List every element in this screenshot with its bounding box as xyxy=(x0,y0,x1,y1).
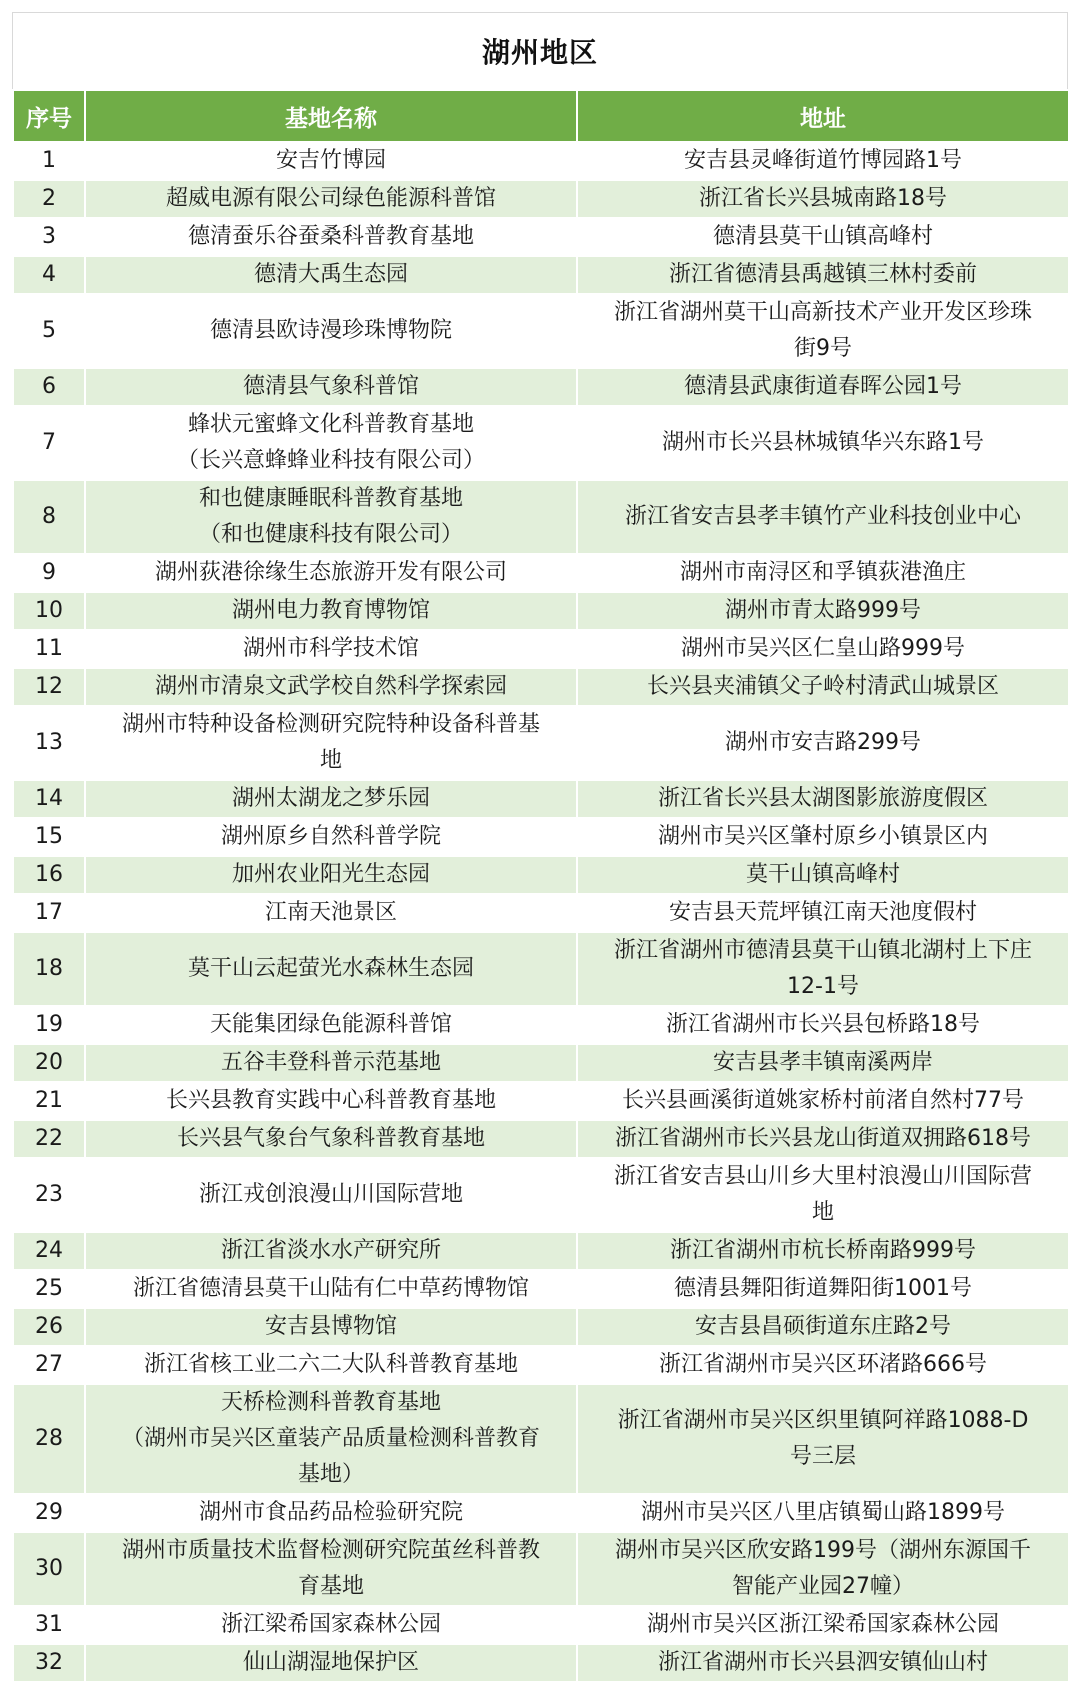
base-name-line: 江南天池景区 xyxy=(264,900,397,925)
address-cell xyxy=(577,668,1069,706)
header-name: 基地名称 xyxy=(85,90,577,142)
address-line: 湖州市吴兴区仁皇山路999号 xyxy=(681,636,965,661)
base-name-line: 湖州市特种设备检测研究院特种设备科普基 xyxy=(121,712,540,737)
base-name-cell xyxy=(85,1384,577,1494)
base-name-line: 莫干山云起萤光水森林生态园 xyxy=(187,956,474,981)
address-line: 浙江省长兴县太湖图影旅游度假区 xyxy=(657,786,988,811)
base-name-line: 浙江省淡水水产研究所 xyxy=(220,1238,441,1263)
row-index: 23 xyxy=(13,1158,85,1232)
address-cell xyxy=(577,180,1069,218)
base-name-line: 浙江省德清县莫干山陆有仁中草药博物馆 xyxy=(132,1276,529,1301)
row-index: 21 xyxy=(13,1082,85,1120)
base-name-line: 安吉竹博园 xyxy=(275,148,386,173)
address-line: 浙江省湖州市吴兴区环渚路666号 xyxy=(659,1352,987,1377)
base-name-cell xyxy=(85,1158,577,1232)
address-line: 长兴县夹浦镇父子岭村清武山城景区 xyxy=(646,674,999,699)
address-line: 浙江省长兴县城南路18号 xyxy=(699,186,947,211)
address-cell xyxy=(577,1384,1069,1494)
table-row xyxy=(13,706,1069,780)
table-row xyxy=(13,180,1069,218)
address-cell xyxy=(577,1232,1069,1270)
base-name-line: 湖州市清泉文武学校自然科学探索园 xyxy=(154,674,507,699)
table-row xyxy=(13,1532,1069,1606)
base-name-line: 浙江省核工业二六二大队科普教育基地 xyxy=(143,1352,518,1377)
address-line: 湖州市吴兴区欣安路199号（湖州东源国千 xyxy=(615,1538,1031,1563)
base-name-cell xyxy=(85,630,577,668)
row-index: 29 xyxy=(13,1494,85,1532)
base-name-line: 加州农业阳光生态园 xyxy=(231,862,430,887)
address-line: 湖州市青太路999号 xyxy=(725,598,921,623)
address-cell xyxy=(577,856,1069,894)
table-row xyxy=(13,1158,1069,1232)
address-line: 湖州市吴兴区浙江梁希国家森林公园 xyxy=(646,1612,999,1637)
row-index: 14 xyxy=(13,780,85,818)
base-name-cell xyxy=(85,368,577,406)
address-cell xyxy=(577,480,1069,554)
address-line: 号三层 xyxy=(789,1444,856,1469)
address-line: 智能产业园27幢） xyxy=(732,1574,914,1599)
row-index: 2 xyxy=(13,180,85,218)
address-line: 浙江省湖州市长兴县泗安镇仙山村 xyxy=(657,1650,988,1675)
base-name-line: 地 xyxy=(319,748,342,773)
table-row xyxy=(13,932,1069,1006)
base-name-line: 湖州太湖龙之梦乐园 xyxy=(231,786,430,811)
base-name-cell xyxy=(85,142,577,180)
address-cell xyxy=(577,1606,1069,1644)
address-line: 地 xyxy=(811,1200,834,1225)
row-index: 8 xyxy=(13,480,85,554)
base-name-line: 长兴县教育实践中心科普教育基地 xyxy=(165,1088,496,1113)
base-name-cell xyxy=(85,592,577,630)
row-index: 24 xyxy=(13,1232,85,1270)
base-name-line: 天桥检测科普教育基地 xyxy=(220,1390,441,1415)
address-line: 湖州市吴兴区肇村原乡小镇景区内 xyxy=(657,824,988,849)
base-name-line: 湖州市食品药品检验研究院 xyxy=(198,1500,463,1525)
base-name-cell xyxy=(85,1120,577,1158)
table-row xyxy=(13,856,1069,894)
row-index: 26 xyxy=(13,1308,85,1346)
base-name-line: 湖州市科学技术馆 xyxy=(242,636,419,661)
address-cell xyxy=(577,1006,1069,1044)
row-index: 32 xyxy=(13,1644,85,1682)
table-row xyxy=(13,1494,1069,1532)
base-name-cell xyxy=(85,818,577,856)
row-index: 19 xyxy=(13,1006,85,1044)
address-line: 街9号 xyxy=(794,336,852,361)
table-row xyxy=(13,668,1069,706)
base-name-cell xyxy=(85,406,577,480)
base-name-cell xyxy=(85,554,577,592)
base-name-line: （长兴意蜂蜂业科技有限公司） xyxy=(176,448,485,473)
address-cell xyxy=(577,1270,1069,1308)
row-index: 18 xyxy=(13,932,85,1006)
address-cell xyxy=(577,932,1069,1006)
base-name-line: 湖州市质量技术监督检测研究院茧丝科普教 xyxy=(121,1538,540,1563)
address-cell xyxy=(577,592,1069,630)
base-name-line: 德清县欧诗漫珍珠博物院 xyxy=(209,318,452,343)
base-name-cell xyxy=(85,1232,577,1270)
table-row xyxy=(13,1308,1069,1346)
base-name-cell xyxy=(85,180,577,218)
address-cell xyxy=(577,894,1069,932)
address-line: 德清县武康街道春晖公园1号 xyxy=(684,374,962,399)
address-cell xyxy=(577,706,1069,780)
header-index: 序号 xyxy=(13,90,85,142)
row-index: 16 xyxy=(13,856,85,894)
address-cell xyxy=(577,630,1069,668)
address-line: 浙江省湖州市吴兴区织里镇阿祥路1088-D xyxy=(617,1408,1029,1433)
address-line: 湖州市吴兴区八里店镇蜀山路1899号 xyxy=(641,1500,1005,1525)
table-row xyxy=(13,142,1069,180)
base-name-cell xyxy=(85,480,577,554)
table-row xyxy=(13,256,1069,294)
address-line: 安吉县灵峰街道竹博园路1号 xyxy=(684,148,962,173)
address-line: 浙江省湖州市德清县莫干山镇北湖村上下庄 xyxy=(613,938,1032,963)
row-index: 20 xyxy=(13,1044,85,1082)
document-sheet xyxy=(12,12,1068,1683)
base-name-cell xyxy=(85,1606,577,1644)
table-row xyxy=(13,1006,1069,1044)
row-index: 28 xyxy=(13,1384,85,1494)
base-name-line: 德清蚕乐谷蚕桑科普教育基地 xyxy=(187,224,474,249)
base-name-cell xyxy=(85,706,577,780)
base-name-line: 基地） xyxy=(297,1462,364,1487)
base-name-cell xyxy=(85,218,577,256)
address-line: 浙江省德清县禹越镇三林村委前 xyxy=(668,262,977,287)
row-index: 9 xyxy=(13,554,85,592)
table-row xyxy=(13,592,1069,630)
address-line: 莫干山镇高峰村 xyxy=(745,862,900,887)
address-line: 长兴县画溪街道姚家桥村前渚自然村77号 xyxy=(622,1088,1024,1113)
base-name-line: 德清大禹生态园 xyxy=(253,262,408,287)
base-name-line: 德清县气象科普馆 xyxy=(242,374,419,399)
base-name-cell xyxy=(85,1532,577,1606)
address-line: 浙江省湖州市杭长桥南路999号 xyxy=(670,1238,976,1263)
base-name-cell xyxy=(85,1006,577,1044)
row-index: 3 xyxy=(13,218,85,256)
address-cell xyxy=(577,1158,1069,1232)
address-cell xyxy=(577,1082,1069,1120)
row-index: 13 xyxy=(13,706,85,780)
address-cell xyxy=(577,818,1069,856)
row-index: 17 xyxy=(13,894,85,932)
base-name-line: 天能集团绿色能源科普馆 xyxy=(209,1012,452,1037)
base-name-cell xyxy=(85,294,577,368)
base-name-line: （湖州市吴兴区童装产品质量检测科普教育 xyxy=(121,1426,540,1451)
address-cell xyxy=(577,368,1069,406)
page-title: 湖州地区 xyxy=(481,36,598,69)
address-cell xyxy=(577,256,1069,294)
table-row xyxy=(13,368,1069,406)
base-name-cell xyxy=(85,1082,577,1120)
base-name-cell xyxy=(85,780,577,818)
table-row xyxy=(13,406,1069,480)
base-name-cell xyxy=(85,1494,577,1532)
address-cell xyxy=(577,218,1069,256)
base-name-line: 超威电源有限公司绿色能源科普馆 xyxy=(165,186,496,211)
base-name-cell xyxy=(85,668,577,706)
base-name-cell xyxy=(85,1308,577,1346)
base-name-cell xyxy=(85,856,577,894)
base-name-line: 蜂状元蜜蜂文化科普教育基地 xyxy=(187,412,474,437)
base-name-line: 浙江戎创浪漫山川国际营地 xyxy=(198,1182,463,1207)
row-index: 27 xyxy=(13,1346,85,1384)
address-line: 浙江省湖州莫干山高新技术产业开发区珍珠 xyxy=(613,300,1032,325)
base-name-line: 和也健康睡眠科普教育基地 xyxy=(198,486,463,511)
header-address: 地址 xyxy=(577,90,1069,142)
row-index: 5 xyxy=(13,294,85,368)
base-name-line: 湖州原乡自然科普学院 xyxy=(220,824,441,849)
address-cell xyxy=(577,554,1069,592)
table-row xyxy=(13,1384,1069,1494)
row-index: 7 xyxy=(13,406,85,480)
address-line: 湖州市安吉路299号 xyxy=(725,730,921,755)
address-cell xyxy=(577,1644,1069,1682)
address-line: 浙江省湖州市长兴县包桥路18号 xyxy=(666,1012,980,1037)
base-name-line: 湖州荻港徐缘生态旅游开发有限公司 xyxy=(154,560,507,585)
table-row xyxy=(13,1606,1069,1644)
row-index: 25 xyxy=(13,1270,85,1308)
row-index: 12 xyxy=(13,668,85,706)
base-name-cell xyxy=(85,1346,577,1384)
table-row xyxy=(13,1120,1069,1158)
base-name-line: 湖州电力教育博物馆 xyxy=(231,598,430,623)
address-line: 12-1号 xyxy=(787,974,859,999)
base-name-cell xyxy=(85,932,577,1006)
table-row xyxy=(13,1346,1069,1384)
address-cell xyxy=(577,1494,1069,1532)
row-index: 22 xyxy=(13,1120,85,1158)
table-row xyxy=(13,1082,1069,1120)
table-row xyxy=(13,630,1069,668)
row-index: 10 xyxy=(13,592,85,630)
address-line: 安吉县昌硕街道东庄路2号 xyxy=(695,1314,951,1339)
address-line: 安吉县孝丰镇南溪两岸 xyxy=(712,1050,933,1075)
table-row xyxy=(13,818,1069,856)
table-row xyxy=(13,294,1069,368)
row-index: 30 xyxy=(13,1532,85,1606)
table-row xyxy=(13,1270,1069,1308)
address-cell xyxy=(577,1044,1069,1082)
row-index: 31 xyxy=(13,1606,85,1644)
bases-table xyxy=(12,89,1070,1683)
base-name-line: 长兴县气象台气象科普教育基地 xyxy=(176,1126,485,1151)
address-line: 浙江省安吉县孝丰镇竹产业科技创业中心 xyxy=(624,504,1021,529)
address-cell xyxy=(577,780,1069,818)
row-index: 1 xyxy=(13,142,85,180)
table-row xyxy=(13,480,1069,554)
base-name-line: 浙江梁希国家森林公园 xyxy=(220,1612,441,1637)
address-line: 浙江省湖州市长兴县龙山街道双拥路618号 xyxy=(615,1126,1031,1151)
address-line: 德清县莫干山镇高峰村 xyxy=(712,224,933,249)
address-cell xyxy=(577,1346,1069,1384)
row-index: 4 xyxy=(13,256,85,294)
address-line: 湖州市南浔区和孚镇荻港渔庄 xyxy=(679,560,966,585)
table-body xyxy=(13,142,1069,1682)
base-name-line: 育基地 xyxy=(297,1574,364,1599)
table-row xyxy=(13,218,1069,256)
table-row xyxy=(13,894,1069,932)
base-name-cell xyxy=(85,1044,577,1082)
base-name-line: 安吉县博物馆 xyxy=(264,1314,397,1339)
base-name-cell xyxy=(85,256,577,294)
address-line: 湖州市长兴县林城镇华兴东路1号 xyxy=(662,430,984,455)
table-row xyxy=(13,1044,1069,1082)
table-row xyxy=(13,780,1069,818)
base-name-cell xyxy=(85,1644,577,1682)
table-row xyxy=(13,1644,1069,1682)
address-cell xyxy=(577,406,1069,480)
base-name-cell xyxy=(85,1270,577,1308)
title-bar xyxy=(12,12,1068,89)
row-index: 11 xyxy=(13,630,85,668)
row-index: 6 xyxy=(13,368,85,406)
address-cell xyxy=(577,1120,1069,1158)
base-name-cell xyxy=(85,894,577,932)
base-name-line: 五谷丰登科普示范基地 xyxy=(220,1050,441,1075)
row-index: 15 xyxy=(13,818,85,856)
base-name-line: （和也健康科技有限公司） xyxy=(198,522,463,547)
address-cell xyxy=(577,1532,1069,1606)
address-line: 浙江省安吉县山川乡大里村浪漫山川国际营 xyxy=(613,1164,1032,1189)
header-row xyxy=(13,90,1069,142)
address-cell xyxy=(577,1308,1069,1346)
address-line: 德清县舞阳街道舞阳街1001号 xyxy=(674,1276,972,1301)
table-row xyxy=(13,554,1069,592)
address-cell xyxy=(577,294,1069,368)
address-cell xyxy=(577,142,1069,180)
address-line: 安吉县天荒坪镇江南天池度假村 xyxy=(668,900,977,925)
table-row xyxy=(13,1232,1069,1270)
base-name-line: 仙山湖湿地保护区 xyxy=(242,1650,419,1675)
